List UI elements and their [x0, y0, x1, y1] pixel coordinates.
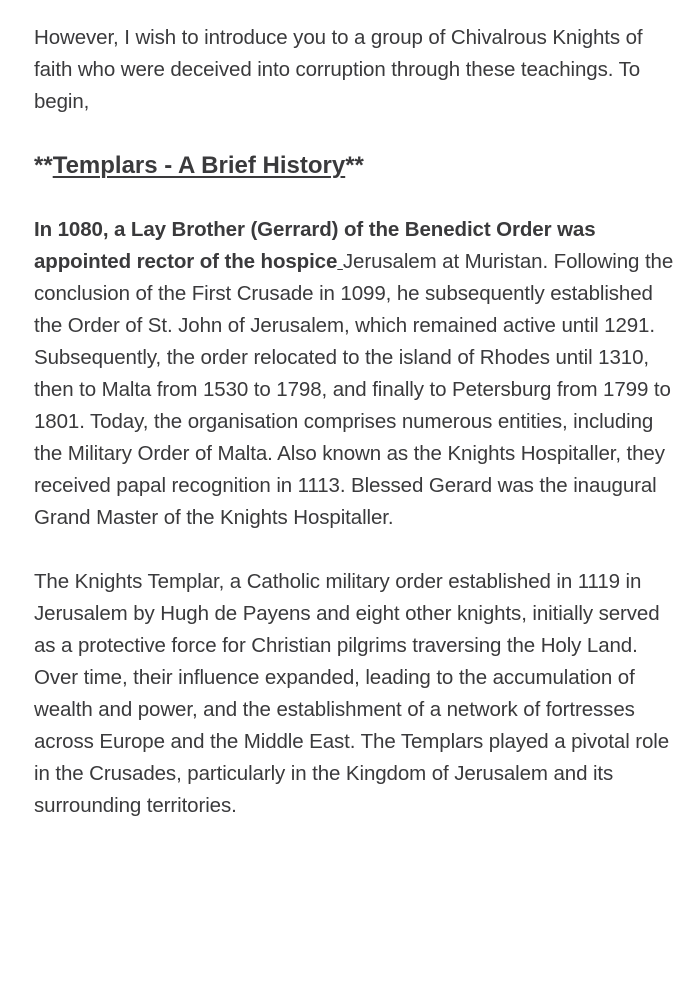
document-body — [34, 22, 674, 822]
heading-title-link[interactable]: Templars - A Brief History — [52, 152, 346, 179]
hospitaller-text: Jerusalem at Muristan. Following the conclusion of the First Crusade in 1099, he subsequently established the Order of St. John of Jerusalem, which remained active until 1291. Subsequently, the order relocated to the island of Rhodes until 1310, then to Malta from 1530 to 1798, and finally to Petersburg from 1799 to 1801. Today, the organisation comprises numerous entities, including the Military Order of Malta. Also known as the Knights Hospitaller, they received papal recognition in 1113. Blessed Gerard was the inaugural Grand Master of the Knights Hospitaller. — [34, 250, 674, 529]
section-heading — [34, 148, 674, 184]
templar-paragraph: The Knights Templar, a Catholic military order established in 1119 in Jerusalem by Hugh de Payens and eight other knights, initially served as a protective force for Christian pilgrims traversing the Holy Land. Over time, their influence expanded, leading to the accumulation of wealth and power, and the establishment of a network of fortresses across Europe and the Middle East. The Templars played a pivotal role in the Crusades, particularly in the Kingdom of Jerusalem and its surrounding territories. — [34, 570, 670, 817]
heading-prefix: ** — [34, 152, 53, 179]
intro-paragraph: However, I wish to introduce you to a group of Chivalrous Knights of faith who were deceived into corruption through these teachings. To begin, — [34, 26, 643, 113]
hospitaller-paragraph — [34, 214, 674, 534]
hospitaller-bold-lead: In 1080, a Lay Brother (Gerrard) of the Benedict Order was appointed rector of the hospice — [34, 218, 596, 273]
heading-suffix: ** — [345, 152, 364, 179]
